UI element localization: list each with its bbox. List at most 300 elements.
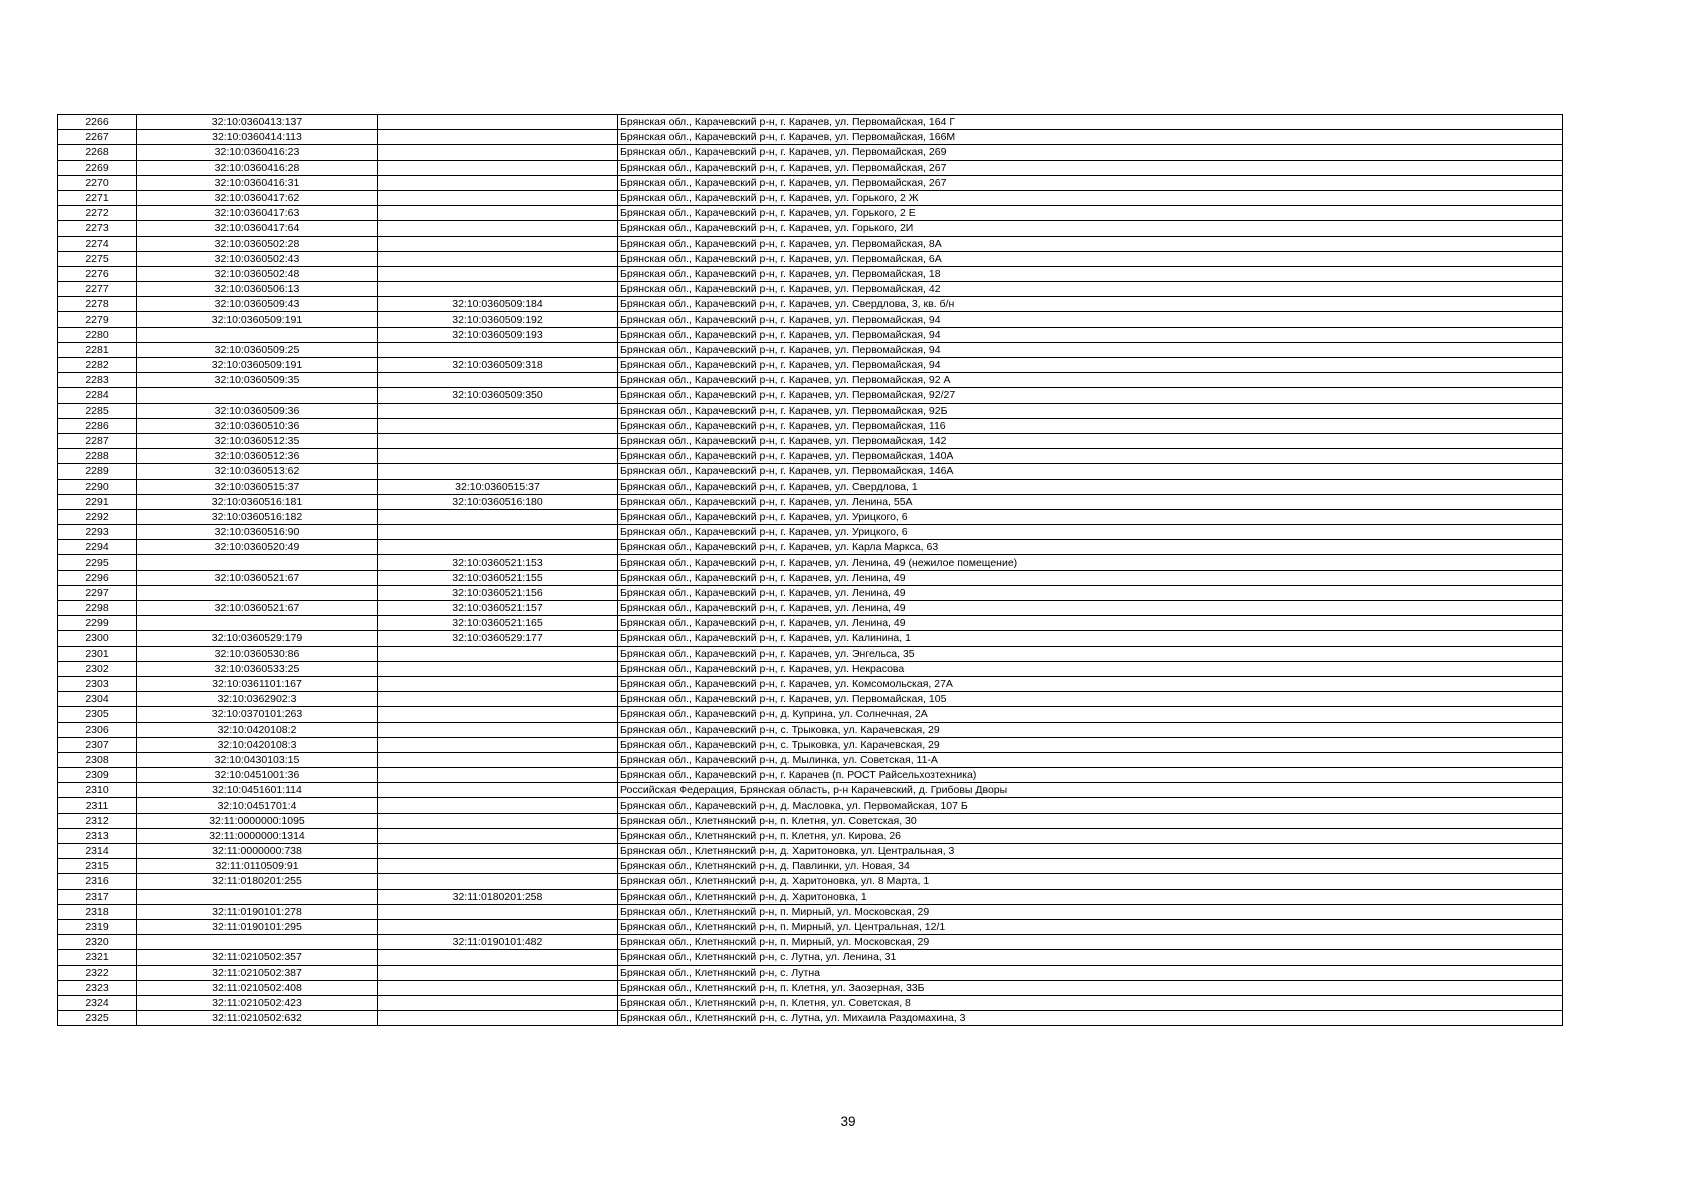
table-row xyxy=(58,464,1563,479)
row-number-cell: 2305 xyxy=(58,707,137,722)
cadastral-number-cell: 32:10:0360417:62 xyxy=(137,190,378,205)
address-cell: Брянская обл., Карачевский р-н, г. Карачев, ул. Первомайская, 105 xyxy=(618,692,1563,707)
related-cadastral-number-cell xyxy=(378,661,618,676)
cadastral-number-cell: 32:10:0360533:25 xyxy=(137,661,378,676)
address-cell: Брянская обл., Карачевский р-н, г. Карачев, ул. Первомайская, 94 xyxy=(618,327,1563,342)
row-number-cell: 2310 xyxy=(58,783,137,798)
row-number-cell: 2294 xyxy=(58,540,137,555)
row-number-cell: 2314 xyxy=(58,844,137,859)
table-row xyxy=(58,646,1563,661)
address-cell: Брянская обл., Карачевский р-н, г. Карачев, ул. Свердлова, 3, кв. б/н xyxy=(618,297,1563,312)
address-cell: Брянская обл., Карачевский р-н, г. Карачев, ул. Свердлова, 1 xyxy=(618,479,1563,494)
related-cadastral-number-cell xyxy=(378,828,618,843)
address-cell: Брянская обл., Карачевский р-н, г. Карачев, ул. Урицкого, 6 xyxy=(618,525,1563,540)
cadastral-number-cell: 32:10:0360502:43 xyxy=(137,251,378,266)
row-number-cell: 2302 xyxy=(58,661,137,676)
related-cadastral-number-cell: 32:10:0360509:193 xyxy=(378,327,618,342)
address-cell: Брянская обл., Клетнянский р-н, с. Лутна, ул. Михаила Раздомахина, 3 xyxy=(618,1011,1563,1026)
cadastral-number-cell: 32:10:0430103:15 xyxy=(137,752,378,767)
related-cadastral-number-cell xyxy=(378,919,618,934)
table-row xyxy=(58,601,1563,616)
address-cell: Брянская обл., Карачевский р-н, г. Карачев, ул. Ленина, 49 xyxy=(618,585,1563,600)
cadastral-number-cell: 32:11:0180201:255 xyxy=(137,874,378,889)
records-table-body xyxy=(58,115,1563,1026)
related-cadastral-number-cell xyxy=(378,449,618,464)
cadastral-number-cell: 32:10:0360509:36 xyxy=(137,403,378,418)
cadastral-number-cell: 32:10:0360529:179 xyxy=(137,631,378,646)
table-row xyxy=(58,479,1563,494)
table-row xyxy=(58,661,1563,676)
table-row xyxy=(58,798,1563,813)
table-row xyxy=(58,722,1563,737)
cadastral-number-cell: 32:10:0360416:23 xyxy=(137,145,378,160)
row-number-cell: 2319 xyxy=(58,919,137,934)
related-cadastral-number-cell: 32:10:0360516:180 xyxy=(378,494,618,509)
address-cell: Брянская обл., Клетнянский р-н, д. Харитоновка, 1 xyxy=(618,889,1563,904)
table-row xyxy=(58,844,1563,859)
table-row xyxy=(58,828,1563,843)
related-cadastral-number-cell xyxy=(378,874,618,889)
table-row xyxy=(58,889,1563,904)
address-cell: Брянская обл., Карачевский р-н, г. Карачев, ул. Первомайская, 164 Г xyxy=(618,115,1563,130)
related-cadastral-number-cell xyxy=(378,798,618,813)
table-row xyxy=(58,904,1563,919)
table-row xyxy=(58,358,1563,373)
cadastral-number-cell: 32:10:0360512:36 xyxy=(137,449,378,464)
table-row xyxy=(58,509,1563,524)
cadastral-number-cell: 32:10:0360502:28 xyxy=(137,236,378,251)
cadastral-number-cell: 32:10:0360506:13 xyxy=(137,282,378,297)
cadastral-number-cell: 32:11:0210502:357 xyxy=(137,950,378,965)
cadastral-number-cell: 32:10:0362902:3 xyxy=(137,692,378,707)
cadastral-number-cell: 32:10:0360513:62 xyxy=(137,464,378,479)
related-cadastral-number-cell xyxy=(378,844,618,859)
cadastral-number-cell: 32:10:0360516:182 xyxy=(137,509,378,524)
address-cell: Брянская обл., Клетнянский р-н, п. Мирный, ул. Московская, 29 xyxy=(618,935,1563,950)
address-cell: Брянская обл., Карачевский р-н, г. Карачев, ул. Первомайская, 116 xyxy=(618,418,1563,433)
row-number-cell: 2320 xyxy=(58,935,137,950)
related-cadastral-number-cell xyxy=(378,464,618,479)
cadastral-number-cell: 32:10:0360417:64 xyxy=(137,221,378,236)
related-cadastral-number-cell xyxy=(378,965,618,980)
row-number-cell: 2291 xyxy=(58,494,137,509)
table-row xyxy=(58,266,1563,281)
row-number-cell: 2271 xyxy=(58,190,137,205)
row-number-cell: 2282 xyxy=(58,358,137,373)
row-number-cell: 2309 xyxy=(58,768,137,783)
cadastral-number-cell xyxy=(137,616,378,631)
address-cell: Брянская обл., Клетнянский р-н, п. Мирный, ул. Центральная, 12/1 xyxy=(618,919,1563,934)
row-number-cell: 2312 xyxy=(58,813,137,828)
related-cadastral-number-cell xyxy=(378,525,618,540)
related-cadastral-number-cell: 32:10:0360521:156 xyxy=(378,585,618,600)
address-cell: Брянская обл., Карачевский р-н, г. Карачев, ул. Первомайская, 140А xyxy=(618,449,1563,464)
address-cell: Брянская обл., Клетнянский р-н, п. Клетня, ул. Советская, 8 xyxy=(618,995,1563,1010)
table-row xyxy=(58,874,1563,889)
row-number-cell: 2274 xyxy=(58,236,137,251)
row-number-cell: 2295 xyxy=(58,555,137,570)
cadastral-number-cell: 32:10:0420108:3 xyxy=(137,737,378,752)
table-row xyxy=(58,115,1563,130)
address-cell: Брянская обл., Карачевский р-н, г. Карачев, ул. Первомайская, 269 xyxy=(618,145,1563,160)
row-number-cell: 2283 xyxy=(58,373,137,388)
related-cadastral-number-cell xyxy=(378,904,618,919)
address-cell: Брянская обл., Карачевский р-н, г. Карачев, ул. Урицкого, 6 xyxy=(618,509,1563,524)
address-cell: Брянская обл., Клетнянский р-н, д. Павлинки, ул. Новая, 34 xyxy=(618,859,1563,874)
related-cadastral-number-cell: 32:10:0360509:192 xyxy=(378,312,618,327)
cadastral-number-cell: 32:10:0360516:90 xyxy=(137,525,378,540)
related-cadastral-number-cell xyxy=(378,813,618,828)
table-row xyxy=(58,525,1563,540)
address-cell: Брянская обл., Клетнянский р-н, п. Клетня, ул. Советская, 30 xyxy=(618,813,1563,828)
row-number-cell: 2293 xyxy=(58,525,137,540)
row-number-cell: 2272 xyxy=(58,206,137,221)
related-cadastral-number-cell: 32:11:0190101:482 xyxy=(378,935,618,950)
address-cell: Брянская обл., Клетнянский р-н, п. Клетня, ул. Заозерная, 33Б xyxy=(618,980,1563,995)
address-cell: Брянская обл., Карачевский р-н, г. Карачев, ул. Первомайская, 146А xyxy=(618,464,1563,479)
related-cadastral-number-cell xyxy=(378,373,618,388)
related-cadastral-number-cell xyxy=(378,160,618,175)
related-cadastral-number-cell xyxy=(378,1011,618,1026)
table-row xyxy=(58,388,1563,403)
address-cell: Брянская обл., Клетнянский р-н, д. Харитоновка, ул. Центральная, 3 xyxy=(618,844,1563,859)
cadastral-number-cell: 32:10:0360413:137 xyxy=(137,115,378,130)
cadastral-number-cell: 32:10:0360510:36 xyxy=(137,418,378,433)
related-cadastral-number-cell: 32:10:0360509:184 xyxy=(378,297,618,312)
address-cell: Брянская обл., Карачевский р-н, с. Трыковка, ул. Карачевская, 29 xyxy=(618,722,1563,737)
address-cell: Брянская обл., Карачевский р-н, г. Карачев, ул. Горького, 2И xyxy=(618,221,1563,236)
related-cadastral-number-cell xyxy=(378,236,618,251)
cadastral-number-cell: 32:10:0451001:36 xyxy=(137,768,378,783)
row-number-cell: 2306 xyxy=(58,722,137,737)
related-cadastral-number-cell xyxy=(378,342,618,357)
table-row xyxy=(58,130,1563,145)
table-row xyxy=(58,221,1563,236)
cadastral-number-cell: 32:10:0360509:43 xyxy=(137,297,378,312)
related-cadastral-number-cell xyxy=(378,768,618,783)
cadastral-number-cell: 32:10:0360502:48 xyxy=(137,266,378,281)
table-row xyxy=(58,935,1563,950)
row-number-cell: 2286 xyxy=(58,418,137,433)
related-cadastral-number-cell xyxy=(378,130,618,145)
row-number-cell: 2285 xyxy=(58,403,137,418)
table-row xyxy=(58,980,1563,995)
related-cadastral-number-cell xyxy=(378,752,618,767)
related-cadastral-number-cell: 32:10:0360521:165 xyxy=(378,616,618,631)
address-cell: Брянская обл., Карачевский р-н, г. Карачев, ул. Ленина, 49 (нежилое помещение) xyxy=(618,555,1563,570)
table-row xyxy=(58,433,1563,448)
row-number-cell: 2297 xyxy=(58,585,137,600)
cadastral-number-cell: 32:10:0360515:37 xyxy=(137,479,378,494)
related-cadastral-number-cell xyxy=(378,859,618,874)
address-cell: Брянская обл., Карачевский р-н, д. Масловка, ул. Первомайская, 107 Б xyxy=(618,798,1563,813)
table-row xyxy=(58,145,1563,160)
related-cadastral-number-cell xyxy=(378,783,618,798)
address-cell: Брянская обл., Клетнянский р-н, п. Мирный, ул. Московская, 29 xyxy=(618,904,1563,919)
cadastral-number-cell: 32:11:0110509:91 xyxy=(137,859,378,874)
table-row xyxy=(58,160,1563,175)
cadastral-number-cell: 32:10:0451601:114 xyxy=(137,783,378,798)
related-cadastral-number-cell xyxy=(378,221,618,236)
related-cadastral-number-cell xyxy=(378,509,618,524)
records-table xyxy=(57,114,1563,1026)
table-row xyxy=(58,616,1563,631)
table-row xyxy=(58,418,1563,433)
cadastral-number-cell: 32:10:0451701:4 xyxy=(137,798,378,813)
related-cadastral-number-cell xyxy=(378,145,618,160)
row-number-cell: 2266 xyxy=(58,115,137,130)
table-row xyxy=(58,251,1563,266)
address-cell: Брянская обл., Карачевский р-н, г. Карачев, ул. Ленина, 49 xyxy=(618,616,1563,631)
cadastral-number-cell: 32:11:0190101:295 xyxy=(137,919,378,934)
related-cadastral-number-cell xyxy=(378,646,618,661)
table-row xyxy=(58,206,1563,221)
cadastral-number-cell xyxy=(137,585,378,600)
row-number-cell: 2325 xyxy=(58,1011,137,1026)
table-row xyxy=(58,919,1563,934)
related-cadastral-number-cell: 32:10:0360509:350 xyxy=(378,388,618,403)
cadastral-number-cell: 32:10:0420108:2 xyxy=(137,722,378,737)
row-number-cell: 2303 xyxy=(58,676,137,691)
related-cadastral-number-cell xyxy=(378,980,618,995)
related-cadastral-number-cell xyxy=(378,433,618,448)
table-row xyxy=(58,190,1563,205)
table-row xyxy=(58,813,1563,828)
cadastral-number-cell: 32:10:0360416:31 xyxy=(137,175,378,190)
address-cell: Брянская обл., Карачевский р-н, г. Карачев, ул. Первомайская, 267 xyxy=(618,160,1563,175)
row-number-cell: 2316 xyxy=(58,874,137,889)
related-cadastral-number-cell xyxy=(378,722,618,737)
related-cadastral-number-cell: 32:11:0180201:258 xyxy=(378,889,618,904)
row-number-cell: 2313 xyxy=(58,828,137,843)
address-cell: Брянская обл., Карачевский р-н, г. Карачев, ул. Горького, 2 Ж xyxy=(618,190,1563,205)
row-number-cell: 2304 xyxy=(58,692,137,707)
table-row xyxy=(58,752,1563,767)
page-number: 39 xyxy=(840,1114,856,1129)
row-number-cell: 2277 xyxy=(58,282,137,297)
row-number-cell: 2300 xyxy=(58,631,137,646)
cadastral-number-cell: 32:10:0360509:25 xyxy=(137,342,378,357)
table-row xyxy=(58,236,1563,251)
table-row xyxy=(58,327,1563,342)
table-row xyxy=(58,631,1563,646)
row-number-cell: 2288 xyxy=(58,449,137,464)
related-cadastral-number-cell xyxy=(378,540,618,555)
address-cell: Брянская обл., Карачевский р-н, с. Трыковка, ул. Карачевская, 29 xyxy=(618,737,1563,752)
table-row xyxy=(58,859,1563,874)
related-cadastral-number-cell xyxy=(378,282,618,297)
related-cadastral-number-cell xyxy=(378,190,618,205)
related-cadastral-number-cell xyxy=(378,707,618,722)
cadastral-number-cell: 32:11:0210502:632 xyxy=(137,1011,378,1026)
row-number-cell: 2301 xyxy=(58,646,137,661)
address-cell: Брянская обл., Клетнянский р-н, п. Клетня, ул. Кирова, 26 xyxy=(618,828,1563,843)
address-cell: Брянская обл., Карачевский р-н, г. Карачев, ул. Энгельса, 35 xyxy=(618,646,1563,661)
address-cell: Брянская обл., Карачевский р-н, д. Куприна, ул. Солнечная, 2А xyxy=(618,707,1563,722)
address-cell: Брянская обл., Клетнянский р-н, с. Лутна, ул. Ленина, 31 xyxy=(618,950,1563,965)
table-row xyxy=(58,783,1563,798)
address-cell: Брянская обл., Карачевский р-н, г. Карачев, ул. Первомайская, 42 xyxy=(618,282,1563,297)
address-cell: Брянская обл., Карачевский р-н, г. Карачев, ул. Первомайская, 6А xyxy=(618,251,1563,266)
row-number-cell: 2276 xyxy=(58,266,137,281)
table-row xyxy=(58,737,1563,752)
cadastral-number-cell: 32:10:0360521:67 xyxy=(137,570,378,585)
row-number-cell: 2289 xyxy=(58,464,137,479)
table-row xyxy=(58,494,1563,509)
row-number-cell: 2268 xyxy=(58,145,137,160)
related-cadastral-number-cell xyxy=(378,175,618,190)
address-cell: Брянская обл., Карачевский р-н, г. Карачев, ул. Первомайская, 92 А xyxy=(618,373,1563,388)
cadastral-number-cell: 32:10:0360512:35 xyxy=(137,433,378,448)
table-row xyxy=(58,707,1563,722)
address-cell: Брянская обл., Карачевский р-н, г. Карачев, ул. Карла Маркса, 63 xyxy=(618,540,1563,555)
related-cadastral-number-cell xyxy=(378,950,618,965)
table-row xyxy=(58,555,1563,570)
related-cadastral-number-cell xyxy=(378,266,618,281)
address-cell: Брянская обл., Карачевский р-н, г. Карачев, ул. Первомайская, 8А xyxy=(618,236,1563,251)
row-number-cell: 2292 xyxy=(58,509,137,524)
row-number-cell: 2270 xyxy=(58,175,137,190)
row-number-cell: 2324 xyxy=(58,995,137,1010)
table-row xyxy=(58,995,1563,1010)
table-row xyxy=(58,540,1563,555)
table-row xyxy=(58,342,1563,357)
row-number-cell: 2280 xyxy=(58,327,137,342)
address-cell: Брянская обл., Карачевский р-н, г. Карачев, ул. Комсомольская, 27А xyxy=(618,676,1563,691)
address-cell: Брянская обл., Карачевский р-н, г. Карачев, ул. Калинина, 1 xyxy=(618,631,1563,646)
cadastral-number-cell: 32:10:0360530:86 xyxy=(137,646,378,661)
related-cadastral-number-cell xyxy=(378,692,618,707)
row-number-cell: 2287 xyxy=(58,433,137,448)
related-cadastral-number-cell: 32:10:0360529:177 xyxy=(378,631,618,646)
row-number-cell: 2299 xyxy=(58,616,137,631)
address-cell: Брянская обл., Карачевский р-н, г. Карачев, ул. Горького, 2 Е xyxy=(618,206,1563,221)
cadastral-number-cell: 32:10:0361101:167 xyxy=(137,676,378,691)
row-number-cell: 2284 xyxy=(58,388,137,403)
row-number-cell: 2322 xyxy=(58,965,137,980)
related-cadastral-number-cell: 32:10:0360509:318 xyxy=(378,358,618,373)
row-number-cell: 2307 xyxy=(58,737,137,752)
cadastral-number-cell: 32:11:0210502:408 xyxy=(137,980,378,995)
related-cadastral-number-cell: 32:10:0360515:37 xyxy=(378,479,618,494)
table-row xyxy=(58,297,1563,312)
related-cadastral-number-cell xyxy=(378,995,618,1010)
row-number-cell: 2308 xyxy=(58,752,137,767)
table-row xyxy=(58,585,1563,600)
cadastral-number-cell xyxy=(137,889,378,904)
cadastral-number-cell: 32:10:0360417:63 xyxy=(137,206,378,221)
table-row xyxy=(58,282,1563,297)
related-cadastral-number-cell xyxy=(378,115,618,130)
address-cell: Брянская обл., Карачевский р-н, г. Карачев, ул. Первомайская, 92Б xyxy=(618,403,1563,418)
row-number-cell: 2321 xyxy=(58,950,137,965)
related-cadastral-number-cell xyxy=(378,251,618,266)
table-row xyxy=(58,449,1563,464)
row-number-cell: 2318 xyxy=(58,904,137,919)
cadastral-number-cell: 32:11:0210502:423 xyxy=(137,995,378,1010)
address-cell: Брянская обл., Карачевский р-н, г. Карачев (п. РОСТ Райсельхозтехника) xyxy=(618,768,1563,783)
row-number-cell: 2311 xyxy=(58,798,137,813)
table-row xyxy=(58,950,1563,965)
related-cadastral-number-cell xyxy=(378,206,618,221)
row-number-cell: 2279 xyxy=(58,312,137,327)
cadastral-number-cell xyxy=(137,935,378,950)
cadastral-number-cell xyxy=(137,388,378,403)
cadastral-number-cell: 32:10:0360416:28 xyxy=(137,160,378,175)
row-number-cell: 2267 xyxy=(58,130,137,145)
table-row xyxy=(58,403,1563,418)
related-cadastral-number-cell: 32:10:0360521:155 xyxy=(378,570,618,585)
cadastral-number-cell: 32:10:0360516:181 xyxy=(137,494,378,509)
row-number-cell: 2269 xyxy=(58,160,137,175)
address-cell: Брянская обл., Карачевский р-н, г. Карачев, ул. Некрасова xyxy=(618,661,1563,676)
row-number-cell: 2298 xyxy=(58,601,137,616)
cadastral-number-cell: 32:10:0360414:113 xyxy=(137,130,378,145)
address-cell: Брянская обл., Карачевский р-н, г. Карачев, ул. Первомайская, 94 xyxy=(618,312,1563,327)
table-row xyxy=(58,312,1563,327)
table-row xyxy=(58,965,1563,980)
table-row xyxy=(58,1011,1563,1026)
address-cell: Брянская обл., Карачевский р-н, г. Карачев, ул. Ленина, 49 xyxy=(618,570,1563,585)
address-cell: Брянская обл., Карачевский р-н, д. Мылинка, ул. Советская, 11-А xyxy=(618,752,1563,767)
table-row xyxy=(58,676,1563,691)
address-cell: Брянская обл., Карачевский р-н, г. Карачев, ул. Первомайская, 94 xyxy=(618,342,1563,357)
address-cell: Брянская обл., Карачевский р-н, г. Карачев, ул. Ленина, 49 xyxy=(618,601,1563,616)
cadastral-number-cell: 32:11:0210502:387 xyxy=(137,965,378,980)
cadastral-number-cell: 32:11:0000000:1095 xyxy=(137,813,378,828)
related-cadastral-number-cell xyxy=(378,418,618,433)
address-cell: Брянская обл., Карачевский р-н, г. Карачев, ул. Первомайская, 94 xyxy=(618,358,1563,373)
address-cell: Брянская обл., Карачевский р-н, г. Карачев, ул. Первомайская, 92/27 xyxy=(618,388,1563,403)
cadastral-number-cell: 32:10:0360509:191 xyxy=(137,312,378,327)
cadastral-number-cell: 32:10:0370101:263 xyxy=(137,707,378,722)
row-number-cell: 2317 xyxy=(58,889,137,904)
table-row xyxy=(58,692,1563,707)
related-cadastral-number-cell: 32:10:0360521:153 xyxy=(378,555,618,570)
row-number-cell: 2281 xyxy=(58,342,137,357)
row-number-cell: 2315 xyxy=(58,859,137,874)
row-number-cell: 2278 xyxy=(58,297,137,312)
address-cell: Брянская обл., Клетнянский р-н, с. Лутна xyxy=(618,965,1563,980)
table-row xyxy=(58,175,1563,190)
row-number-cell: 2290 xyxy=(58,479,137,494)
cadastral-number-cell: 32:10:0360521:67 xyxy=(137,601,378,616)
cadastral-number-cell: 32:11:0000000:738 xyxy=(137,844,378,859)
cadastral-number-cell: 32:10:0360509:35 xyxy=(137,373,378,388)
cadastral-number-cell: 32:10:0360509:191 xyxy=(137,358,378,373)
cadastral-number-cell: 32:11:0000000:1314 xyxy=(137,828,378,843)
cadastral-number-cell xyxy=(137,327,378,342)
related-cadastral-number-cell xyxy=(378,403,618,418)
address-cell: Брянская обл., Карачевский р-н, г. Карачев, ул. Первомайская, 142 xyxy=(618,433,1563,448)
address-cell: Брянская обл., Карачевский р-н, г. Карачев, ул. Ленина, 55А xyxy=(618,494,1563,509)
address-cell: Российская Федерация, Брянская область, р-н Карачевский, д. Грибовы Дворы xyxy=(618,783,1563,798)
address-cell: Брянская обл., Карачевский р-н, г. Карачев, ул. Первомайская, 267 xyxy=(618,175,1563,190)
row-number-cell: 2296 xyxy=(58,570,137,585)
table-row xyxy=(58,768,1563,783)
address-cell: Брянская обл., Карачевский р-н, г. Карачев, ул. Первомайская, 18 xyxy=(618,266,1563,281)
cadastral-number-cell: 32:11:0190101:278 xyxy=(137,904,378,919)
address-cell: Брянская обл., Клетнянский р-н, д. Харитоновка, ул. 8 Марта, 1 xyxy=(618,874,1563,889)
row-number-cell: 2273 xyxy=(58,221,137,236)
row-number-cell: 2275 xyxy=(58,251,137,266)
table-row xyxy=(58,373,1563,388)
related-cadastral-number-cell: 32:10:0360521:157 xyxy=(378,601,618,616)
address-cell: Брянская обл., Карачевский р-н, г. Карачев, ул. Первомайская, 166М xyxy=(618,130,1563,145)
cadastral-number-cell: 32:10:0360520:49 xyxy=(137,540,378,555)
related-cadastral-number-cell xyxy=(378,737,618,752)
cadastral-number-cell xyxy=(137,555,378,570)
